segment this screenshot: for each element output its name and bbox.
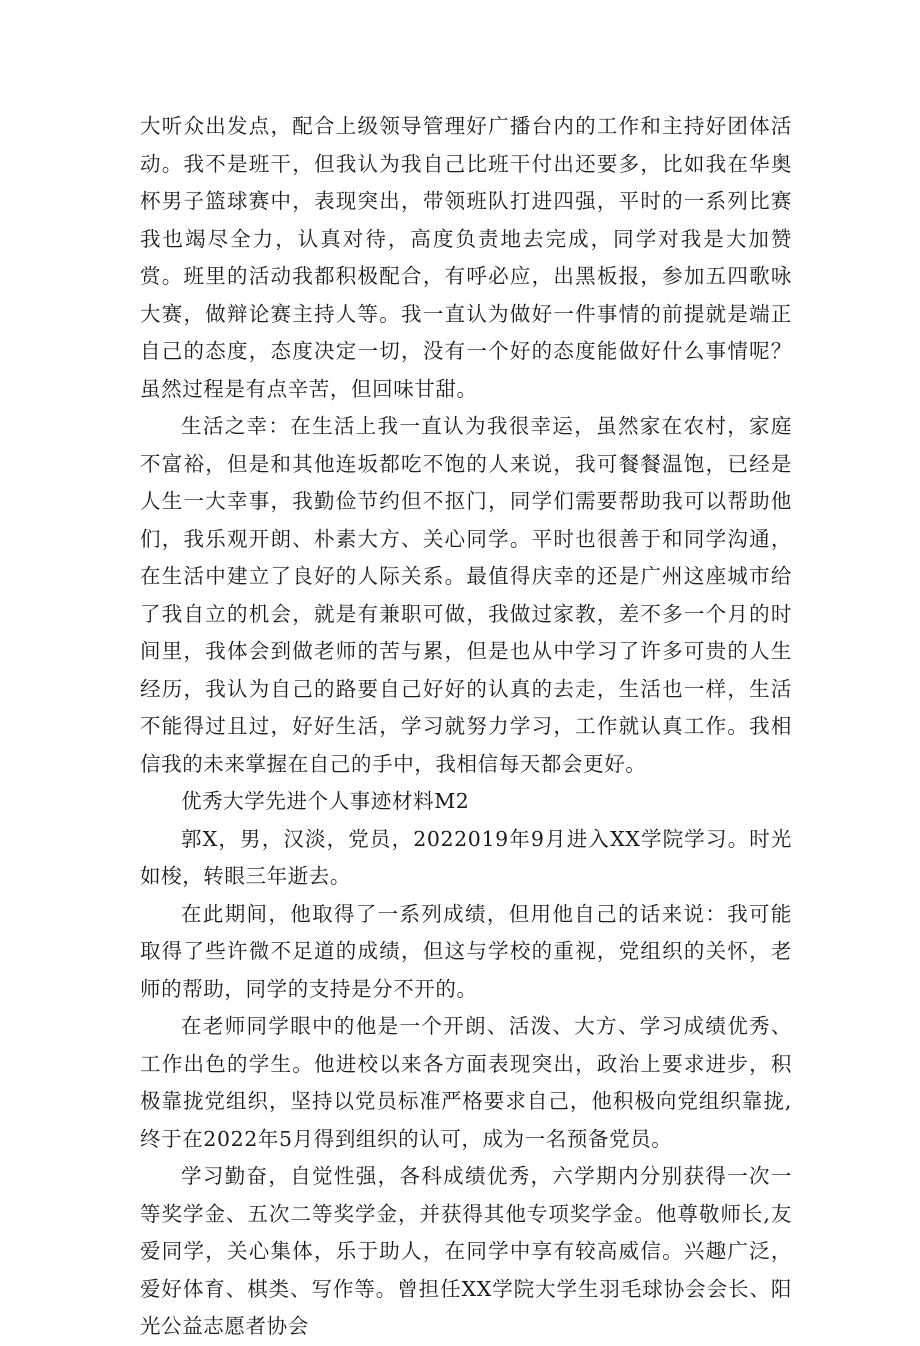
paragraph-achievements: 在此期间，他取得了一系列成绩，但用他自己的话来说：我可能取得了些许微不足道的成绩，但这与学校的重视，党组织的关怀，老师的帮助，同学的支持是分不开的。 <box>140 901 792 1001</box>
paragraph-profile: 郭X，男，汉淡，党员，2022019年9月进入XX学院学习。时光如梭，转眼三年逝去。 <box>140 826 792 888</box>
paragraph-character: 在老师同学眼中的他是一个开朗、活泼、大方、学习成绩优秀、工作出色的学生。他进校以来各方面表现突出，政治上要求进步，积极靠拢党组织，坚持以党员标准严格要求自己，他积极向党组织靠拢,终于在2022年5月得到组织的认可，成为一名预备党员。 <box>140 1014 792 1151</box>
document-body <box>140 108 792 1346</box>
paragraph-life-fortune: 生活之幸：在生活上我一直认为我很幸运，虽然家在农村，家庭不富裕，但是和其他连坂都吃不饱的人来说，我可餐餐温饱，已经是人生一大幸事，我勤俭节约但不抠门，同学们需要帮助我可以帮助他们，我乐观开朗、朴素大方、关心同学。平时也很善于和同学沟通，在生活中建立了良好的人际关系。最值得庆幸的还是广州这座城市给了我自立的机会，就是有兼职可做，我做过家教，差不多一个月的时间里，我体会到做老师的苦与累，但是也从中学习了许多可贵的人生经历，我认为自己的路要自己好好的认真的去走，生活也一样，生活不能得过且过，好好生活，学习就努力学习，工作就认真工作。我相信我的未来掌握在自己的手中，我相信每天都会更好。 <box>140 414 792 776</box>
paragraph-continuation: 大听众出发点，配合上级领导管理好广播台内的工作和主持好团体活动。我不是班干，但我认为我自己比班干付出还要多，比如我在华奥杯男子篮球赛中，表现突出，带领班队打进四强，平时的一系列比赛我也竭尽全力，认真对待，高度负责地去完成，同学对我是大加赞赏。班里的活动我都积极配合，有呼必应，出黑板报，参加五四歌咏大赛，做辩论赛主持人等。我一直认为做好一件事情的前提就是端正自己的态度，态度决定一切，没有一个好的态度能做好什么事情呢？虽然过程是有点辛苦，但回味甘甜。 <box>140 114 792 401</box>
paragraph-study: 学习勤奋，自觉性强，各科成绩优秀，六学期内分别获得一次一等奖学金、五次二等奖学金，并获得其他专项奖学金。他尊敬师长,友爱同学，关心集体，乐于助人，在同学中享有较高威信。兴趣广泛，爱好体育、棋类、写作等。曾担任XX学院大学生羽毛球协会会长、阳光公益志愿者协会 <box>140 1164 792 1338</box>
section-title: 优秀大学先进个人事迹材料M2 <box>181 789 470 813</box>
